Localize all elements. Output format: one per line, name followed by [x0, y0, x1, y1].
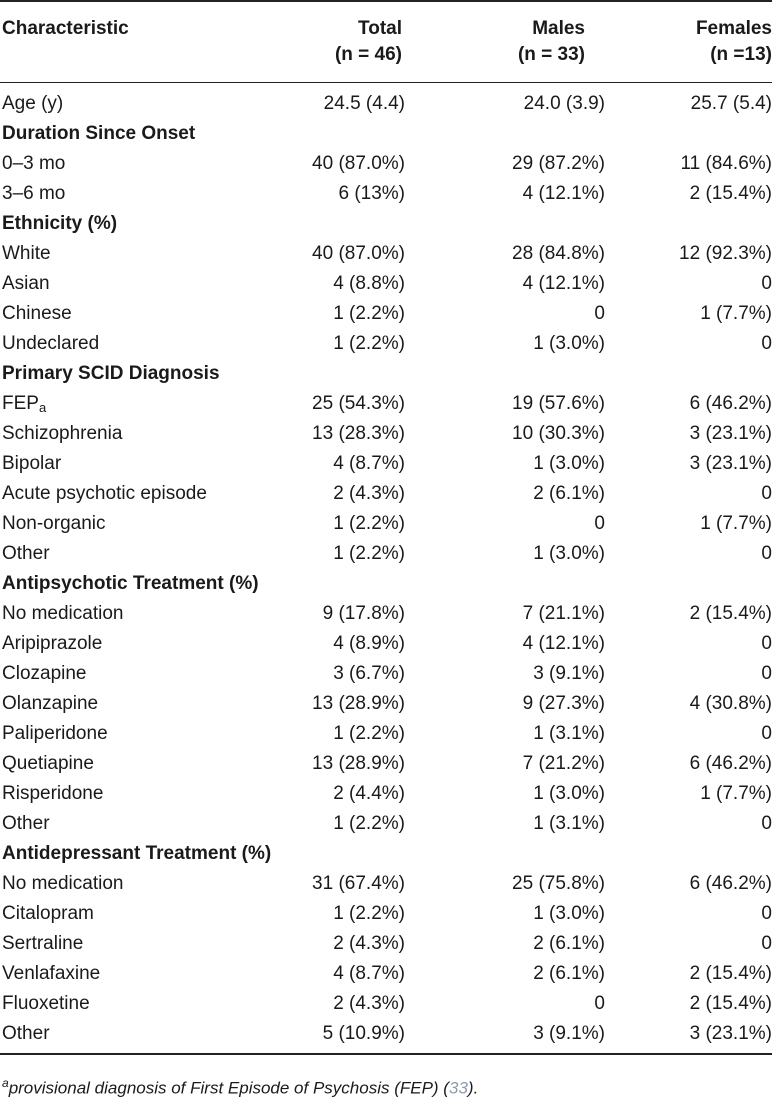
total-cell: 2 (4.4%) [333, 783, 405, 804]
row-label: Other [2, 1023, 50, 1044]
total-cell: 1 (2.2%) [333, 903, 405, 924]
table-row [0, 83, 772, 120]
header-characteristic-label: Characteristic [2, 18, 129, 39]
row-label-cell [0, 779, 290, 809]
males-cell: 0 [594, 993, 605, 1014]
males-cell: 2 (6.1%) [533, 483, 605, 504]
females-cell: 11 (84.6%) [680, 153, 772, 174]
females-cell: 0 [761, 723, 772, 744]
section-header-row [0, 839, 772, 869]
table-row [0, 659, 772, 689]
males-cell: 24.0 (3.9) [523, 93, 605, 114]
females-cell: 6 (46.2%) [689, 753, 772, 774]
table-row [0, 989, 772, 1019]
males-cell: 3 (9.1%) [533, 663, 605, 684]
row-label-cell [0, 509, 290, 539]
total-cell: 25 (54.3%) [312, 393, 405, 414]
total-cell: 5 (10.9%) [290, 1019, 440, 1054]
females-cell: 1 (7.7%) [700, 783, 772, 804]
females-cell: 4 (30.8%) [689, 693, 772, 714]
total-cell: 1 (2.2%) [333, 513, 405, 534]
row-label: Paliperidone [2, 723, 108, 744]
females-cell: 1 (7.7%) [700, 303, 772, 324]
total-cell: 4 (8.7%) [333, 963, 405, 984]
row-label-cell [0, 299, 290, 329]
row-label-cell [0, 539, 290, 569]
males-cell: 1 (3.1%) [533, 723, 605, 744]
table-row [0, 509, 772, 539]
table-row [0, 179, 772, 209]
footnote-text: provisional diagnosis of First Episode of Psychosis (FEP) ( [8, 1078, 449, 1098]
females-cell: 2 (15.4%) [689, 993, 772, 1014]
section-title: Antipsychotic Treatment (%) [2, 573, 259, 594]
row-label: Aripiprazole [2, 633, 103, 654]
row-label-cell [0, 419, 290, 449]
total-cell: 40 (87.0%) [312, 243, 405, 264]
males-cell: 1 (3.0%) [533, 453, 605, 474]
table-row [0, 689, 772, 719]
row-label-cell [0, 149, 290, 179]
row-label: Sertraline [2, 933, 84, 954]
total-cell: 13 (28.9%) [312, 753, 405, 774]
section-title: Duration Since Onset [2, 123, 196, 144]
males-cell: 7 (21.1%) [522, 603, 605, 624]
row-label: Citalopram [2, 903, 94, 924]
row-label: Risperidone [2, 783, 104, 804]
row-label-cell [0, 719, 290, 749]
row-label-cell [0, 689, 290, 719]
row-label: Other [2, 543, 50, 564]
females-cell: 6 (46.2%) [689, 873, 772, 894]
header-males-label: Males [532, 18, 585, 39]
females-cell: 0 [761, 903, 772, 924]
row-label-cell [0, 269, 290, 299]
males-cell: 9 (27.3%) [522, 693, 605, 714]
row-label: White [2, 243, 51, 264]
females-cell: 12 (92.3%) [679, 243, 772, 264]
row-label: 0–3 mo [2, 153, 66, 174]
row-label: 3–6 mo [2, 183, 66, 204]
table-row [0, 299, 772, 329]
total-cell: 31 (67.4%) [312, 873, 405, 894]
row-label-cell [0, 629, 290, 659]
section-title: Antidepressant Treatment (%) [2, 843, 272, 864]
females-cell: 3 (23.1%) [689, 453, 772, 474]
table-row [0, 719, 772, 749]
row-label-cell [0, 599, 290, 629]
males-cell: 28 (84.8%) [512, 243, 605, 264]
table-row [0, 329, 772, 359]
section-header-row [0, 209, 772, 239]
row-label: Other [2, 813, 50, 834]
total-cell: 2 (4.3%) [333, 933, 405, 954]
total-cell: 1 (2.2%) [333, 723, 405, 744]
header-total [290, 1, 440, 83]
row-label: Olanzapine [2, 693, 99, 714]
section-title: Primary SCID Diagnosis [2, 363, 220, 384]
females-cell: 1 (7.7%) [700, 513, 772, 534]
row-label-cell [0, 1019, 290, 1054]
row-label-cell [0, 389, 290, 419]
row-label-cell [0, 449, 290, 479]
section-header-row [0, 569, 772, 599]
total-cell: 1 (2.2%) [333, 333, 405, 354]
header-total-n: (n = 46) [334, 44, 402, 65]
row-label-cell [0, 83, 290, 120]
header-row [0, 1, 772, 83]
males-cell: 1 (3.0%) [533, 543, 605, 564]
total-cell: 13 (28.9%) [312, 693, 405, 714]
females-cell: 0 [761, 483, 772, 504]
table-row [0, 929, 772, 959]
row-label-cell [0, 239, 290, 269]
males-cell: 0 [594, 303, 605, 324]
table-row [0, 809, 772, 839]
total-cell: 2 (4.3%) [333, 993, 405, 1014]
females-cell: 3 (23.1%) [615, 1019, 772, 1054]
males-cell: 19 (57.6%) [512, 393, 605, 414]
row-label-cell [0, 659, 290, 689]
row-label-cell [0, 959, 290, 989]
total-cell: 40 (87.0%) [312, 153, 405, 174]
males-cell: 0 [594, 513, 605, 534]
row-label: Asian [2, 273, 50, 294]
males-cell: 4 (12.1%) [522, 633, 605, 654]
males-cell: 25 (75.8%) [512, 873, 605, 894]
total-cell: 4 (8.8%) [333, 273, 405, 294]
males-cell: 1 (3.1%) [533, 813, 605, 834]
total-cell: 3 (6.7%) [333, 663, 405, 684]
section-title: Ethnicity (%) [2, 213, 118, 234]
table-row [0, 959, 772, 989]
males-cell: 1 (3.0%) [533, 333, 605, 354]
row-label-cell [0, 989, 290, 1019]
table-header [0, 1, 772, 83]
row-label: Bipolar [2, 453, 62, 474]
row-label-cell [0, 749, 290, 779]
total-cell: 4 (8.9%) [333, 633, 405, 654]
total-cell: 4 (8.7%) [333, 453, 405, 474]
females-cell: 0 [761, 543, 772, 564]
row-label-cell [0, 179, 290, 209]
table-row [0, 149, 772, 179]
females-cell: 0 [761, 813, 772, 834]
row-label-cell [0, 899, 290, 929]
females-cell: 2 (15.4%) [689, 963, 772, 984]
header-males-n: (n = 33) [517, 44, 585, 65]
header-females-label: Females [695, 18, 772, 39]
males-cell: 2 (6.1%) [533, 963, 605, 984]
row-label: Fluoxetine [2, 993, 90, 1014]
table-row [0, 1019, 772, 1054]
header-total-label: Total [358, 18, 402, 39]
females-cell: 0 [761, 933, 772, 954]
total-cell: 1 (2.2%) [333, 303, 405, 324]
footnote-end: ). [467, 1078, 479, 1098]
total-cell: 24.5 (4.4) [323, 93, 405, 114]
section-header-row [0, 359, 772, 389]
header-males [440, 1, 615, 83]
males-cell: 3 (9.1%) [440, 1019, 615, 1054]
table-body [0, 83, 772, 1055]
row-label-cell [0, 869, 290, 899]
females-cell: 0 [761, 333, 772, 354]
table-row [0, 629, 772, 659]
row-label: FEP [2, 393, 39, 414]
females-cell: 2 (15.4%) [689, 603, 772, 624]
row-label-cell [0, 479, 290, 509]
row-label: No medication [2, 873, 124, 894]
row-label: Age (y) [2, 93, 64, 114]
footnote-reference-link[interactable]: 33 [448, 1078, 468, 1098]
males-cell: 10 (30.3%) [512, 423, 605, 444]
males-cell: 7 (21.2%) [522, 753, 605, 774]
females-cell: 6 (46.2%) [689, 393, 772, 414]
males-cell: 2 (6.1%) [533, 933, 605, 954]
row-label: Chinese [2, 303, 72, 324]
males-cell: 4 (12.1%) [522, 273, 605, 294]
females-cell: 0 [761, 273, 772, 294]
header-characteristic [0, 1, 290, 83]
row-label-cell [0, 329, 290, 359]
males-cell: 1 (3.0%) [533, 903, 605, 924]
row-label: No medication [2, 603, 124, 624]
table-row [0, 449, 772, 479]
total-cell: 1 (2.2%) [333, 813, 405, 834]
row-label-cell [0, 809, 290, 839]
total-cell: 9 (17.8%) [322, 603, 405, 624]
total-cell: 1 (2.2%) [333, 543, 405, 564]
females-cell: 0 [761, 663, 772, 684]
table-row [0, 599, 772, 629]
row-label: Undeclared [2, 333, 100, 354]
females-cell: 3 (23.1%) [689, 423, 772, 444]
table-row [0, 779, 772, 809]
table-footnote [2, 1076, 478, 1099]
table-row [0, 539, 772, 569]
table-row [0, 389, 772, 419]
males-cell: 4 (12.1%) [522, 183, 605, 204]
males-cell: 1 (3.0%) [533, 783, 605, 804]
table-row [0, 749, 772, 779]
row-label: Clozapine [2, 663, 87, 684]
row-label-cell [0, 929, 290, 959]
table-row [0, 479, 772, 509]
table-row [0, 239, 772, 269]
row-label: Quetiapine [2, 753, 94, 774]
females-cell: 2 (15.4%) [689, 183, 772, 204]
females-cell: 25.7 (5.4) [690, 93, 772, 114]
footnote-marker: a [2, 1076, 9, 1090]
males-cell: 29 (87.2%) [512, 153, 605, 174]
row-label-subscript: a [38, 400, 47, 415]
total-cell: 2 (4.3%) [333, 483, 405, 504]
table-row [0, 269, 772, 299]
females-cell: 0 [761, 633, 772, 654]
row-label: Schizophrenia [2, 423, 123, 444]
row-label: Non-organic [2, 513, 106, 534]
table-row [0, 899, 772, 929]
table-row [0, 869, 772, 899]
header-females-n: (n =13) [710, 44, 772, 65]
header-females [615, 1, 772, 83]
row-label: Venlafaxine [2, 963, 101, 984]
row-label: Acute psychotic episode [2, 483, 207, 504]
total-cell: 6 (13%) [338, 183, 405, 204]
section-header-row [0, 119, 772, 149]
table-row [0, 419, 772, 449]
total-cell: 13 (28.3%) [312, 423, 405, 444]
